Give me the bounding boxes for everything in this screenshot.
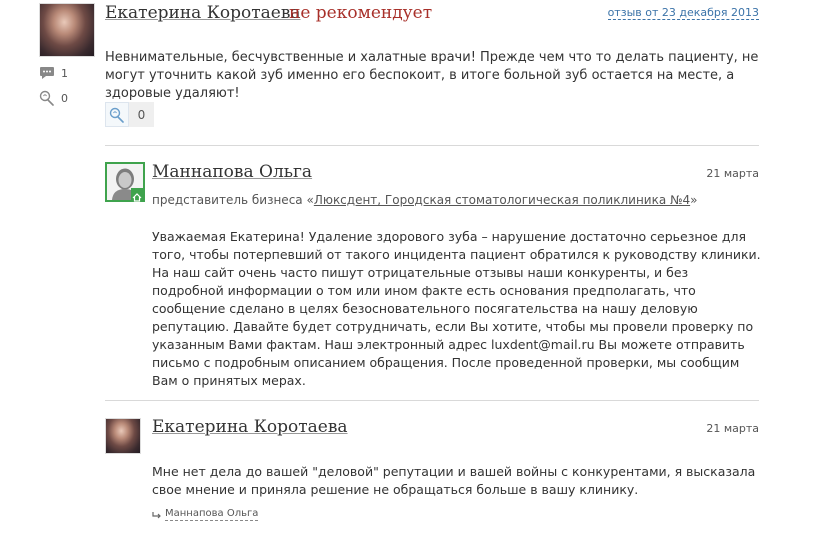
business-badge-icon	[131, 188, 143, 200]
comment-text: Мне нет дела до вашей "деловой" репутации и вашей войны с конкурентами, я высказала свое мнение и приняла решение не обращаться больше в вашу клинику.	[152, 464, 756, 497]
divider	[105, 400, 759, 401]
review-text: Невнимательные, бесчувственные и халатные врачи! Прежде чем что то делать пациенту, не могут уточнить какой зуб именно его беспокоит, в итоге больной зуб остается на месте, а здоровые удаляют!	[105, 50, 759, 101]
likes-stat[interactable]	[39, 90, 68, 106]
comment-author-avatar[interactable]	[105, 418, 141, 454]
review-verdict: не рекомендует	[289, 3, 433, 23]
likes-count: 0	[61, 91, 68, 105]
review-date-link[interactable]: отзыв от 23 декабря 2013	[607, 6, 759, 19]
review-author-avatar[interactable]	[39, 3, 95, 57]
business-reply-text: Уважаемая Екатерина! Удаление здорового зуба – нарушение достаточно серьезное для того, чтобы потерпевший от такого инцидента пациент обратился к руководству клиники. На наш сайт очень часто пишут отрицательные отзывы наши конкуренты, и без подробной информации о том или ином факте есть основания предполагать, что сообщение сделано в целях безосновательного посягательства на нашу деловую репутацию. Давайте будет сотрудничать, если Вы хотите, чтобы мы провели проверку по указанным Вами фактам. Наш электронный адрес luxdent@mail.ru Вы можете отправить письмо с подробным описанием обращения. После проведенной проверки, мы сообщим Вам о принятых мерах.	[152, 229, 761, 388]
business-rep-name-link[interactable]: Маннапова Ольга	[152, 162, 313, 182]
business-rep-suffix: »	[690, 193, 698, 207]
like-button[interactable]	[105, 102, 129, 127]
divider	[105, 145, 759, 146]
comments-count: 1	[61, 66, 68, 80]
business-reply-date: 21 марта	[706, 167, 759, 180]
reply-arrow-icon	[152, 511, 162, 519]
reply-to[interactable]	[152, 508, 258, 521]
like-button-count: 0	[129, 102, 154, 127]
business-rep-label	[152, 193, 697, 207]
comment-date: 21 марта	[706, 422, 759, 435]
like-widget	[105, 102, 154, 127]
like-icon	[39, 90, 55, 106]
business-rep-avatar[interactable]	[105, 162, 145, 202]
reply-to-name[interactable]: Маннапова Ольга	[165, 508, 259, 519]
review-author-link[interactable]: Екатерина Коротаева	[105, 3, 301, 23]
comment-author-link[interactable]: Екатерина Коротаева	[152, 417, 348, 437]
comments-stat[interactable]	[39, 66, 68, 80]
comment-icon	[39, 66, 55, 80]
business-company-link[interactable]: Люксдент, Городская стоматологическая поликлиника №4	[313, 193, 691, 207]
business-rep-prefix: представитель бизнеса «	[152, 193, 314, 207]
like-icon	[109, 107, 125, 123]
